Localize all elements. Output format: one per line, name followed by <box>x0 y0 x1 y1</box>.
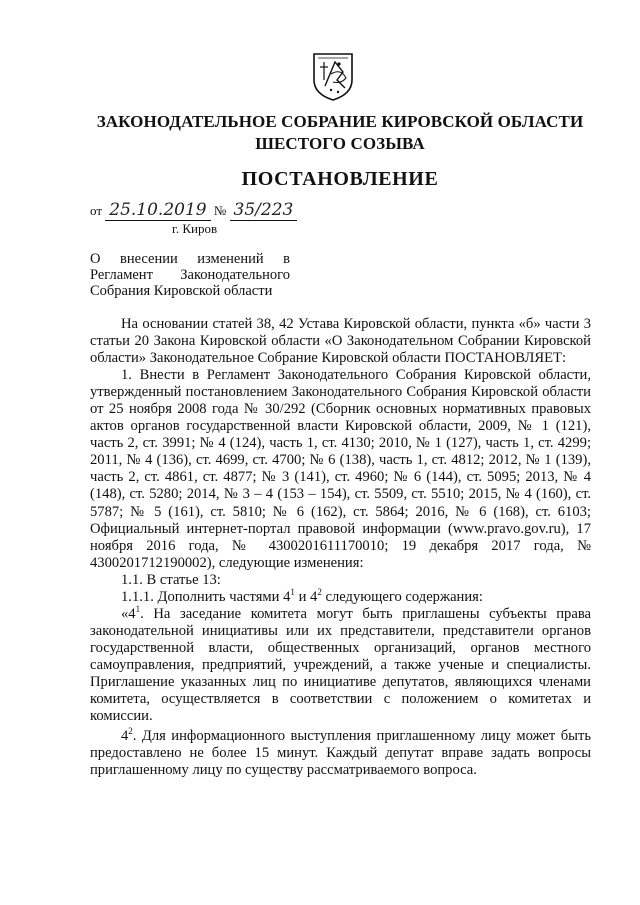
part-4-1-paragraph <box>90 603 591 725</box>
item-1-paragraph: 1. Внести в Регламент Законодательного Собрания Кировской области, утвержденный постановлением Законодательного Собрания Кировской области от 25 ноября 2008 года № 30/292 (Сборник основных нормативных правовых актов органов государственной власти Кировской области, 2009, № 1 (121), часть 2, ст. 3991; № 4 (124), часть 1, ст. 4130; 2010, № 1 (127), часть 1, ст. 4299; 2011, № 4 (136), ст. 4699, ст. 4700; № 6 (138), часть 1, ст. 4812; 2012, № 1 (139), часть 2, ст. 4861, ст. 4877; № 3 (141), ст. 4960; № 6 (144), ст. 5095; 2013, № 4 (148), ст. 5280; 2014, № 3 – 4 (153 – 154), ст. 5509, ст. 5510; 2015, № 4 (160), ст. 5787; № 5 (161), ст. 5810; № 6 (162), ст. 5864; 2016, № 6 (168), ст. 6103; Официальный интернет-портал правовой информации (www.pravo.gov.ru), 17 ноября 2016 года, № 4300201611170010; 19 декабря 2017 года, № 4300201712190002), следующие изменения: <box>90 367 591 571</box>
part-text: 4 <box>121 728 129 745</box>
number-prefix: № <box>213 203 227 218</box>
document-subject <box>90 251 290 299</box>
item-1-1-1-text: следующего содержания: <box>321 588 483 605</box>
subject-line: О внесении изменений в <box>90 251 290 267</box>
org-name-line1: ЗАКОНОДАТЕЛЬНОЕ СОБРАНИЕ КИРОВСКОЙ ОБЛАСТИ <box>96 112 584 131</box>
superscript: 2 <box>128 726 133 737</box>
subject-line: Регламент Законодательного <box>90 267 290 283</box>
handwritten-number: 35/223 <box>233 200 294 220</box>
part-text: . Для информационного выступления приглашенному лицу может быть предоставлено не более 15 минут. Каждый депутат вправе задать вопросы приглашенному лицу по существу рассматриваемого вопроса. <box>90 728 591 779</box>
city-label: г. Киров <box>172 221 218 236</box>
superscript: 2 <box>317 586 322 597</box>
item-1-1-1-text: 1.1.1. Дополнить частями 4 <box>121 588 291 605</box>
date-prefix: от <box>90 203 103 218</box>
preamble-paragraph: На основании статей 38, 42 Устава Кировской области, пункта «б» части 3 статьи 20 Закона Кировской области «О Законодательном Собрании Кировской области» Законодательное Собрание Кировской области ПОСТАНОВЛЯЕТ: <box>90 316 591 367</box>
coat-of-arms-emblem <box>311 50 355 102</box>
item-1-1-paragraph: 1.1. В статье 13: <box>121 571 221 588</box>
superscript: 1 <box>290 586 295 597</box>
item-1-1-1-paragraph <box>90 586 591 606</box>
subject-line: Собрания Кировской области <box>90 283 273 299</box>
handwritten-date: 25.10.2019 <box>109 200 207 220</box>
org-name-line2: ШЕСТОГО СОЗЫВА <box>255 134 425 153</box>
part-text: . На заседание комитета могут быть приглашены субъекты права законодательной инициативы или их представители, представители органов государственной власти, общественных организаций, органов местного самоуправления, предприятий, учреждений, а также ученые и специалисты. Приглашение указанных лиц по инициативе депутатов, являющихся членами комитета, осуществляется в соответствии с положением о комитетах и комиссии. <box>90 605 591 725</box>
document-type-title: ПОСТАНОВЛЕНИЕ <box>241 168 439 190</box>
part-text: «4 <box>121 605 136 622</box>
part-4-2-paragraph <box>90 728 591 779</box>
superscript: 1 <box>135 603 141 614</box>
document-body <box>90 316 591 779</box>
date-number-line <box>90 200 297 221</box>
item-1-1-1-text: и 4 <box>294 588 318 605</box>
